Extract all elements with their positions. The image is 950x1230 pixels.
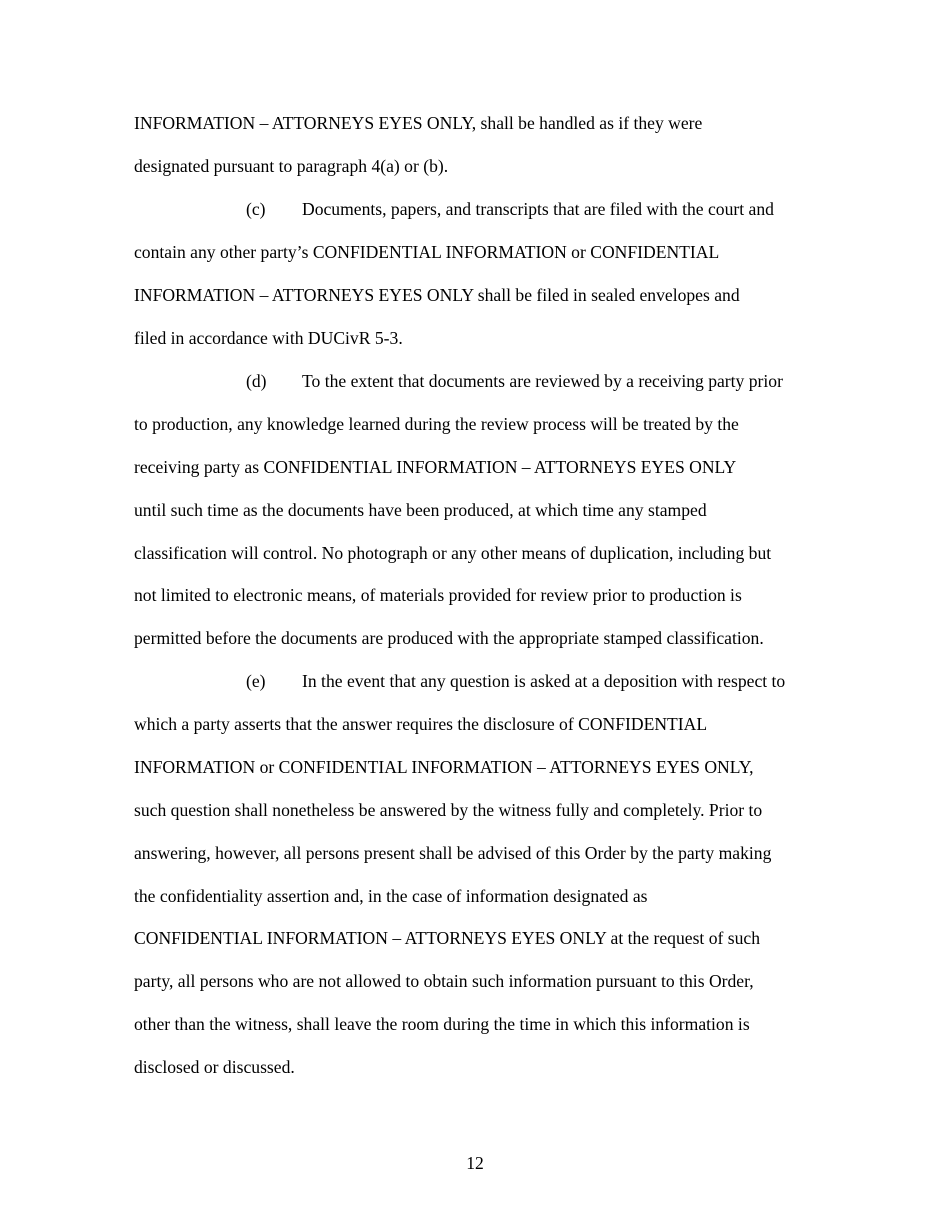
paragraph-d-first-line: [246, 370, 783, 392]
paragraph-c-first-line: [246, 198, 774, 220]
body-text-line: INFORMATION – ATTORNEYS EYES ONLY, shall be handled as if they were: [134, 113, 703, 133]
paragraph-label-c: (c): [246, 199, 266, 219]
paragraph-e-first-line: [246, 670, 785, 692]
body-text-line: such question shall nonetheless be answered by the witness fully and completely. Prior to: [134, 800, 763, 820]
body-text-line: filed in accordance with DUCivR 5-3.: [134, 328, 403, 348]
body-text-line: to production, any knowledge learned during the review process will be treated by the: [134, 414, 739, 434]
body-text-line: permitted before the documents are produced with the appropriate stamped classification.: [134, 628, 764, 648]
body-text-line: classification will control. No photograph or any other means of duplication, including but: [134, 543, 772, 563]
body-text-line: contain any other party’s CONFIDENTIAL INFORMATION or CONFIDENTIAL: [134, 242, 720, 262]
body-text-line: Documents, papers, and transcripts that are filed with the court and: [302, 199, 774, 219]
body-text-line: receiving party as CONFIDENTIAL INFORMATION – ATTORNEYS EYES ONLY: [134, 457, 737, 477]
body-text-line: other than the witness, shall leave the room during the time in which this information is: [134, 1014, 750, 1034]
body-text-line: INFORMATION – ATTORNEYS EYES ONLY shall be filed in sealed envelopes and: [134, 285, 740, 305]
body-text-line: answering, however, all persons present shall be advised of this Order by the party making: [134, 843, 772, 863]
body-text-line: In the event that any question is asked at a deposition with respect to: [302, 671, 786, 691]
body-text-line: party, all persons who are not allowed to obtain such information pursuant to this Order,: [134, 971, 754, 991]
body-text-line: INFORMATION or CONFIDENTIAL INFORMATION – ATTORNEYS EYES ONLY,: [134, 757, 754, 777]
paragraph-label-e: (e): [246, 671, 266, 691]
body-text-line: CONFIDENTIAL INFORMATION – ATTORNEYS EYES ONLY at the request of such: [134, 928, 761, 948]
body-text-line: designated pursuant to paragraph 4(a) or (b).: [134, 156, 449, 176]
body-text-line: To the extent that documents are reviewed by a receiving party prior: [302, 371, 783, 391]
body-text-line: the confidentiality assertion and, in the case of information designated as: [134, 886, 648, 906]
paragraph-label-d: (d): [246, 371, 267, 391]
body-text-line: disclosed or discussed.: [134, 1057, 295, 1077]
body-text-line: not limited to electronic means, of materials provided for review prior to production is: [134, 585, 742, 605]
body-text-line: which a party asserts that the answer requires the disclosure of CONFIDENTIAL: [134, 714, 708, 734]
page-number: 12: [466, 1153, 484, 1173]
body-text-line: until such time as the documents have been produced, at which time any stamped: [134, 500, 707, 520]
